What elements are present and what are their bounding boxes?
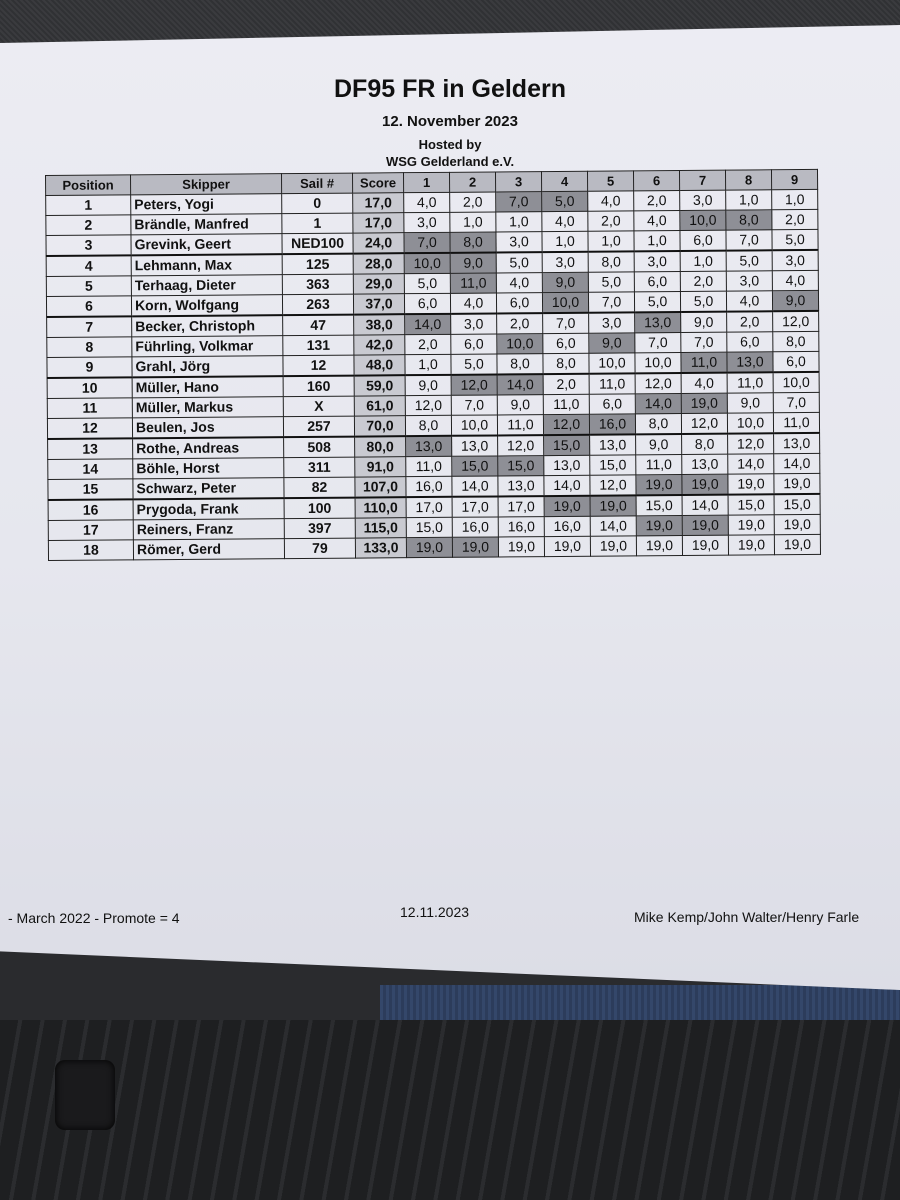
race-result-cell: 6,0: [451, 334, 497, 354]
race-result-cell: 13,0: [452, 435, 498, 456]
skipper-cell: Müller, Markus: [132, 397, 283, 418]
race-result-cell: 6,0: [727, 332, 773, 352]
skipper-cell: Schwarz, Peter: [133, 478, 284, 500]
race-result-cell: 11,0: [543, 394, 589, 414]
race-result-cell: 11,0: [727, 372, 773, 393]
results-table: [45, 169, 821, 561]
race-result-cell: 6,0: [496, 293, 542, 314]
header-score: Score: [352, 173, 403, 193]
sail-number-cell: 125: [282, 254, 353, 275]
score-cell: 48,0: [354, 355, 405, 376]
race-result-cell: 6,0: [404, 293, 450, 314]
sail-number-cell: X: [283, 396, 354, 417]
header-sail: Sail #: [281, 173, 352, 194]
skipper-cell: Müller, Hano: [132, 376, 283, 398]
race-result-cell: 5,0: [588, 272, 634, 292]
sail-number-cell: 257: [283, 416, 354, 437]
race-result-cell: 7,0: [588, 292, 634, 313]
position-cell: 11: [47, 398, 132, 419]
race-result-cell: 10,0: [773, 372, 819, 393]
race-result-cell: 13,0: [682, 454, 728, 474]
race-result-cell: 19,0: [682, 535, 728, 555]
race-result-cell: 9,0: [589, 333, 635, 353]
skipper-cell: Reiners, Franz: [133, 519, 284, 540]
race-result-cell: 15,0: [590, 455, 636, 475]
footer-authors: Mike Kemp/John Walter/Henry Farle: [634, 909, 860, 925]
race-result-cell: 2,0: [588, 211, 634, 231]
race-result-cell: 7,0: [451, 395, 497, 415]
race-result-cell: 8,0: [450, 232, 496, 253]
race-result-cell: 10,0: [635, 353, 681, 374]
sail-number-cell: 131: [283, 335, 354, 356]
race-result-cell: 11,0: [450, 273, 496, 293]
race-result-cell: 15,0: [544, 435, 590, 456]
race-result-cell: 12,0: [405, 395, 451, 415]
race-result-cell: 3,0: [726, 271, 772, 291]
sail-number-cell: 47: [283, 315, 354, 336]
race-result-cell: 19,0: [590, 495, 636, 516]
race-result-cell: 14,0: [405, 314, 451, 335]
position-cell: 1: [46, 195, 131, 216]
race-result-cell: 10,0: [451, 415, 497, 436]
race-result-cell: 13,0: [590, 434, 636, 455]
race-result-cell: 1,0: [588, 231, 634, 252]
race-result-cell: 15,0: [728, 494, 774, 515]
position-cell: 5: [46, 276, 131, 297]
skipper-cell: Becker, Christoph: [132, 315, 283, 337]
race-result-cell: 16,0: [498, 517, 544, 537]
race-result-cell: 6,0: [680, 230, 726, 251]
race-result-cell: 11,0: [497, 415, 543, 436]
race-result-cell: 14,0: [497, 374, 543, 395]
header-race-1: 1: [403, 172, 449, 192]
sail-number-cell: 311: [284, 457, 355, 478]
race-result-cell: 11,0: [406, 456, 452, 476]
race-result-cell: 1,0: [680, 251, 726, 272]
race-result-cell: 3,0: [451, 313, 497, 334]
race-result-cell: 19,0: [728, 535, 774, 555]
score-cell: 24,0: [353, 233, 404, 254]
race-result-cell: 5,0: [772, 229, 818, 250]
race-result-cell: 10,0: [542, 292, 588, 313]
race-result-cell: 19,0: [636, 516, 682, 536]
race-result-cell: 9,0: [681, 312, 727, 333]
race-result-cell: 12,0: [590, 475, 636, 496]
header-race-8: 8: [725, 170, 771, 190]
sail-number-cell: 363: [282, 274, 353, 295]
score-cell: 115,0: [355, 518, 406, 538]
position-cell: 17: [48, 520, 133, 541]
race-result-cell: 8,0: [726, 210, 772, 230]
race-result-cell: 12,0: [498, 435, 544, 456]
score-cell: 107,0: [355, 477, 406, 498]
position-cell: 15: [48, 479, 133, 500]
race-result-cell: 16,0: [406, 476, 452, 497]
skipper-cell: Beulen, Jos: [132, 417, 283, 439]
race-result-cell: 17,0: [406, 497, 452, 518]
race-result-cell: 16,0: [452, 517, 498, 537]
race-result-cell: 15,0: [636, 495, 682, 516]
sail-number-cell: 12: [283, 355, 354, 376]
race-result-cell: 7,0: [773, 392, 819, 412]
race-result-cell: 7,0: [726, 230, 772, 251]
score-cell: 37,0: [353, 294, 404, 315]
race-result-cell: 1,0: [634, 231, 680, 252]
sail-number-cell: 397: [284, 518, 355, 539]
sail-number-cell: 82: [284, 477, 355, 498]
score-cell: 91,0: [355, 457, 406, 477]
race-result-cell: 11,0: [589, 373, 635, 394]
race-result-cell: 14,0: [635, 394, 681, 414]
race-result-cell: 1,0: [726, 190, 772, 210]
race-result-cell: 9,0: [636, 434, 682, 455]
race-result-cell: 5,0: [726, 250, 772, 271]
race-result-cell: 8,0: [635, 414, 681, 435]
race-result-cell: 16,0: [544, 516, 590, 536]
race-result-cell: 10,0: [589, 353, 635, 374]
race-result-cell: 2,0: [772, 209, 818, 229]
race-result-cell: 13,0: [727, 352, 773, 373]
race-result-cell: 19,0: [774, 514, 820, 534]
race-result-cell: 19,0: [682, 474, 728, 495]
race-result-cell: 3,0: [680, 190, 726, 210]
race-result-cell: 7,0: [404, 232, 450, 253]
race-result-cell: 5,0: [404, 273, 450, 293]
race-result-cell: 9,0: [772, 290, 818, 311]
race-result-cell: 19,0: [498, 537, 544, 557]
skipper-cell: Böhle, Horst: [133, 458, 284, 479]
sail-number-cell: 1: [282, 213, 353, 234]
position-cell: 12: [47, 418, 132, 439]
sail-number-cell: 160: [283, 376, 354, 397]
race-result-cell: 19,0: [728, 474, 774, 495]
race-result-cell: 3,0: [542, 252, 588, 273]
results-body: [46, 189, 821, 560]
sail-number-cell: 79: [284, 538, 355, 559]
race-result-cell: 14,0: [682, 495, 728, 516]
race-result-cell: 19,0: [636, 475, 682, 496]
sheet-date: 12. November 2023: [382, 113, 518, 130]
skipper-cell: Terhaag, Dieter: [131, 275, 282, 296]
race-result-cell: 19,0: [544, 496, 590, 517]
score-cell: 61,0: [354, 396, 405, 416]
race-result-cell: 2,0: [450, 192, 496, 212]
race-result-cell: 8,0: [543, 353, 589, 374]
race-result-cell: 1,0: [450, 212, 496, 232]
race-result-cell: 12,0: [681, 413, 727, 434]
race-result-cell: 7,0: [496, 192, 542, 212]
race-result-cell: 19,0: [590, 536, 636, 556]
sail-number-cell: 100: [284, 498, 355, 519]
race-result-cell: 5,0: [496, 252, 542, 273]
race-result-cell: 11,0: [636, 455, 682, 475]
race-result-cell: 4,0: [496, 273, 542, 293]
race-result-cell: 4,0: [404, 192, 450, 212]
footer-left: - March 2022 - Promote = 4: [8, 910, 180, 926]
footer-date: 12.11.2023: [400, 904, 470, 920]
race-result-cell: 6,0: [589, 394, 635, 414]
race-result-cell: 19,0: [636, 536, 682, 556]
sail-number-cell: 508: [284, 437, 355, 458]
race-result-cell: 2,0: [405, 334, 451, 354]
position-cell: 9: [47, 357, 132, 378]
race-result-cell: 14,0: [774, 453, 820, 473]
skipper-cell: Lehmann, Max: [131, 254, 282, 276]
race-result-cell: 2,0: [680, 271, 726, 291]
position-cell: 18: [48, 540, 133, 561]
skipper-cell: Brändle, Manfred: [131, 214, 282, 235]
race-result-cell: 13,0: [544, 455, 590, 475]
race-result-cell: 9,0: [542, 272, 588, 292]
car-floor-mat: [0, 1020, 900, 1200]
skipper-cell: Rothe, Andreas: [133, 437, 284, 459]
race-result-cell: 2,0: [634, 191, 680, 211]
skipper-cell: Grevink, Geert: [131, 234, 282, 256]
race-result-cell: 19,0: [452, 537, 498, 557]
race-result-cell: 15,0: [406, 517, 452, 537]
race-result-cell: 8,0: [682, 434, 728, 455]
race-result-cell: 4,0: [542, 211, 588, 231]
score-cell: 17,0: [353, 213, 404, 233]
position-cell: 3: [46, 235, 131, 256]
race-result-cell: 1,0: [405, 354, 451, 375]
header-position: Position: [46, 175, 131, 196]
race-result-cell: 10,0: [680, 210, 726, 230]
race-result-cell: 10,0: [497, 334, 543, 354]
race-result-cell: 14,0: [544, 475, 590, 496]
race-result-cell: 4,0: [450, 293, 496, 314]
race-result-cell: 12,0: [728, 433, 774, 454]
race-result-cell: 4,0: [726, 291, 772, 312]
race-result-cell: 12,0: [451, 374, 497, 395]
race-result-cell: 15,0: [452, 456, 498, 476]
race-result-cell: 2,0: [727, 311, 773, 332]
race-result-cell: 10,0: [727, 413, 773, 434]
race-result-cell: 3,0: [772, 250, 818, 271]
sail-number-cell: NED100: [282, 233, 353, 254]
skipper-cell: Römer, Gerd: [133, 539, 284, 560]
skipper-cell: Grahl, Jörg: [132, 356, 283, 378]
race-result-cell: 5,0: [451, 354, 497, 375]
position-cell: 8: [47, 337, 132, 358]
race-result-cell: 17,0: [498, 496, 544, 517]
sail-number-cell: 263: [282, 294, 353, 315]
race-result-cell: 14,0: [590, 516, 636, 536]
race-result-cell: 2,0: [497, 313, 543, 334]
race-result-cell: 6,0: [543, 333, 589, 353]
position-cell: 6: [46, 296, 131, 317]
race-result-cell: 7,0: [635, 333, 681, 353]
sail-number-cell: 0: [282, 193, 353, 214]
race-result-cell: 8,0: [405, 415, 451, 436]
race-result-cell: 19,0: [544, 536, 590, 556]
race-result-cell: 4,0: [681, 373, 727, 394]
race-result-cell: 12,0: [543, 414, 589, 435]
race-result-cell: 4,0: [588, 191, 634, 211]
race-result-cell: 3,0: [496, 232, 542, 253]
race-result-cell: 13,0: [635, 312, 681, 333]
race-result-cell: 15,0: [774, 494, 820, 515]
race-result-cell: 4,0: [634, 211, 680, 231]
race-result-cell: 12,0: [635, 373, 681, 394]
position-cell: 13: [48, 438, 133, 459]
race-result-cell: 17,0: [452, 496, 498, 517]
header-race-4: 4: [541, 171, 587, 191]
race-result-cell: 1,0: [496, 212, 542, 232]
skipper-cell: Korn, Wolfgang: [131, 295, 282, 317]
position-cell: 4: [46, 255, 131, 276]
score-cell: 59,0: [354, 375, 405, 396]
race-result-cell: 3,0: [404, 212, 450, 232]
race-result-cell: 19,0: [406, 537, 452, 557]
header-skipper: Skipper: [131, 174, 282, 195]
race-result-cell: 10,0: [404, 253, 450, 274]
header-race-7: 7: [679, 170, 725, 190]
skipper-cell: Peters, Yogi: [131, 194, 282, 215]
score-cell: 70,0: [354, 416, 405, 437]
score-cell: 80,0: [355, 436, 406, 457]
race-result-cell: 3,0: [589, 312, 635, 333]
hosted-by-label: Hosted by: [418, 137, 482, 152]
score-cell: 38,0: [354, 314, 405, 335]
race-result-cell: 2,0: [543, 374, 589, 395]
race-result-cell: 9,0: [497, 395, 543, 415]
header-race-2: 2: [449, 172, 495, 192]
race-result-cell: 13,0: [498, 476, 544, 497]
race-result-cell: 19,0: [728, 515, 774, 535]
race-result-cell: 19,0: [774, 534, 820, 554]
position-cell: 14: [48, 459, 133, 480]
score-cell: 42,0: [354, 335, 405, 355]
race-result-cell: 15,0: [498, 456, 544, 476]
score-cell: 110,0: [355, 497, 406, 518]
race-result-cell: 16,0: [589, 414, 635, 435]
race-result-cell: 3,0: [634, 251, 680, 272]
race-result-cell: 6,0: [773, 351, 819, 372]
position-cell: 2: [46, 215, 131, 236]
header-race-6: 6: [633, 171, 679, 191]
race-result-cell: 14,0: [728, 454, 774, 474]
race-result-cell: 14,0: [452, 476, 498, 497]
race-result-cell: 8,0: [588, 251, 634, 272]
skipper-cell: Prygoda, Frank: [133, 498, 284, 520]
race-result-cell: 9,0: [727, 393, 773, 413]
host-club: WSG Gelderland e.V.: [385, 154, 515, 169]
race-result-cell: 11,0: [681, 352, 727, 373]
race-result-cell: 1,0: [542, 231, 588, 252]
score-cell: 29,0: [353, 274, 404, 294]
skipper-cell: Führling, Volkmar: [132, 336, 283, 357]
race-result-cell: 5,0: [680, 291, 726, 312]
race-result-cell: 8,0: [773, 331, 819, 351]
sheet-title: DF95 FR in Geldern: [334, 75, 566, 103]
race-result-cell: 13,0: [406, 436, 452, 457]
race-result-cell: 19,0: [774, 473, 820, 494]
header-race-9: 9: [771, 169, 817, 189]
score-cell: 17,0: [353, 193, 404, 213]
header-race-3: 3: [495, 172, 541, 192]
race-result-cell: 5,0: [634, 292, 680, 313]
score-cell: 28,0: [353, 253, 404, 274]
position-cell: 7: [47, 316, 132, 337]
race-result-cell: 13,0: [774, 433, 820, 454]
position-cell: 16: [48, 499, 133, 520]
seat-clip: [55, 1060, 115, 1130]
race-result-cell: 9,0: [450, 252, 496, 273]
race-result-cell: 11,0: [773, 412, 819, 433]
race-result-cell: 8,0: [497, 354, 543, 375]
race-result-cell: 19,0: [681, 393, 727, 413]
race-result-cell: 1,0: [772, 189, 818, 209]
score-cell: 133,0: [355, 538, 406, 558]
race-result-cell: 7,0: [681, 332, 727, 352]
race-result-cell: 5,0: [542, 191, 588, 211]
race-result-cell: 4,0: [772, 270, 818, 290]
race-result-cell: 6,0: [634, 272, 680, 292]
race-result-cell: 19,0: [682, 515, 728, 535]
race-result-cell: 12,0: [773, 311, 819, 332]
race-result-cell: 9,0: [405, 375, 451, 396]
race-result-cell: 7,0: [543, 313, 589, 334]
header-race-5: 5: [587, 171, 633, 191]
position-cell: 10: [47, 377, 132, 398]
